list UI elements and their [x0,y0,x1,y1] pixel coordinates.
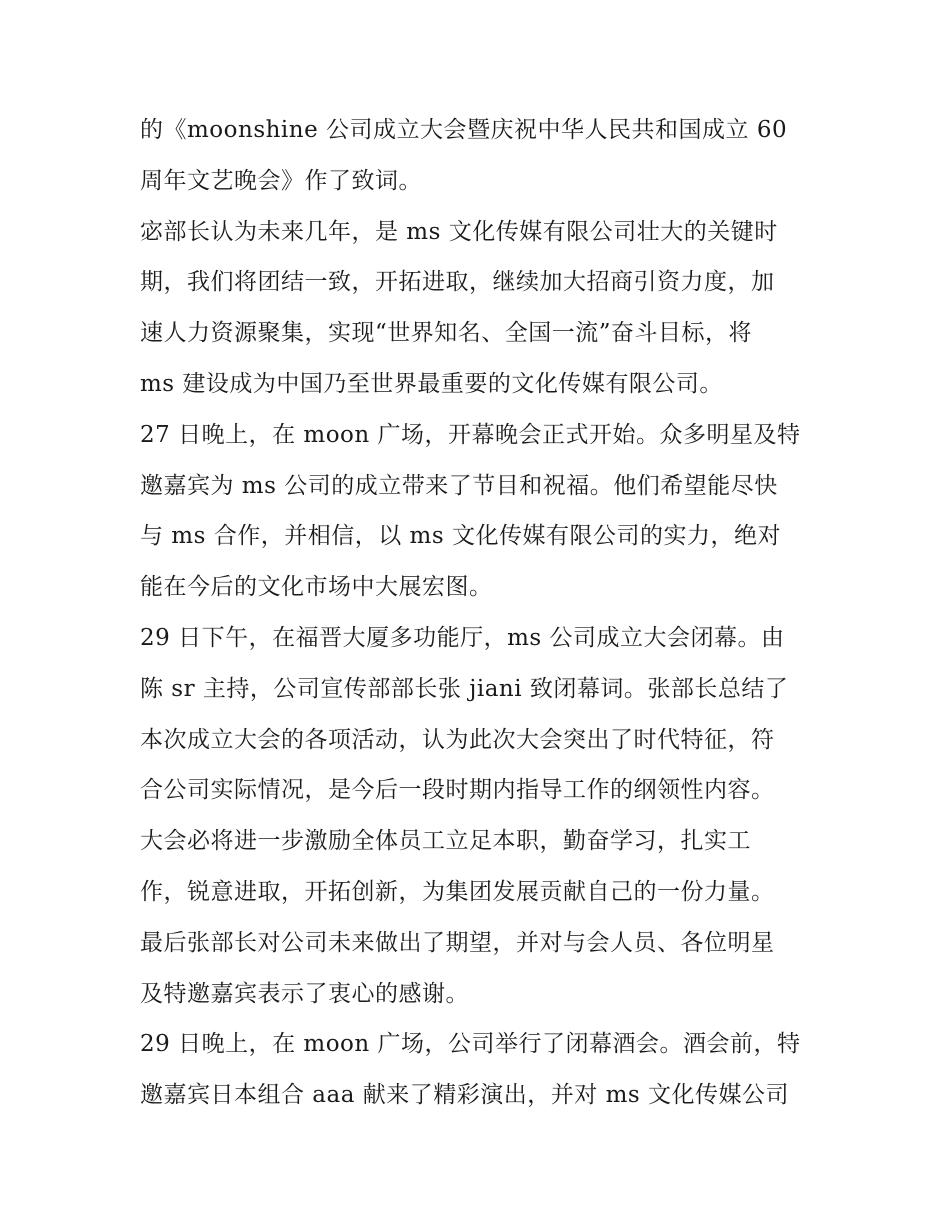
text-line: 速人力资源聚集，实现“世界知名、全国一流”奋斗目标，将 [140,320,753,347]
text-line: 邀嘉宾为 ms 公司的成立带来了节目和祝福。他们希望能尽快 [140,472,778,499]
text-line: 29 日下午，在福晋大厦多功能厅，ms 公司成立大会闭幕。由 [140,624,785,651]
text-line: 能在今后的文化市场中大展宏图。 [140,574,493,601]
text-line: 本次成立大会的各项活动，认为此次大会突出了时代特征，符 [140,726,775,753]
text-line: 作，锐意进取，开拓创新，为集团发展贡献自己的一份力量。 [140,878,775,905]
text-line: 大会必将进一步激励全体员工立足本职，勤奋学习，扎实工 [140,828,751,855]
document-body [140,105,820,1121]
text-line: 期，我们将团结一致，开拓进取，继续加大招商引资力度，加 [140,269,775,296]
text-line: 27 日晚上，在 moon 广场，开幕晚会正式开始。众多明星及特 [140,421,801,448]
text-line: 与 ms 合作，并相信，以 ms 文化传媒有限公司的实力，绝对 [140,523,781,550]
text-line: 29 日晚上，在 moon 广场，公司举行了闭幕酒会。酒会前，特 [140,1031,801,1058]
text-line: 周年文艺晚会》作了致词。 [140,167,422,194]
text-line: 合公司实际情况，是今后一段时期内指导工作的纲领性内容。 [140,777,775,804]
text-line: 邀嘉宾日本组合 aaa 献来了精彩演出，并对 ms 文化传媒公司 [140,1082,789,1109]
text-line: 宓部长认为未来几年，是 ms 文化传媒有限公司壮大的关键时 [140,218,778,245]
text-line: 的《moonshine 公司成立大会暨庆祝中华人民共和国成立 60 [140,117,788,143]
text-line: 及特邀嘉宾表示了衷心的感谢。 [140,980,469,1007]
text-line: 最后张部长对公司未来做出了期望，并对与会人员、各位明星 [140,929,775,956]
text-line: 陈 sr 主持，公司宣传部部长张 jiani 致闭幕词。张部长总结了 [140,675,789,702]
text-line: ms 建设成为中国乃至世界最重要的文化传媒有限公司。 [140,370,723,397]
